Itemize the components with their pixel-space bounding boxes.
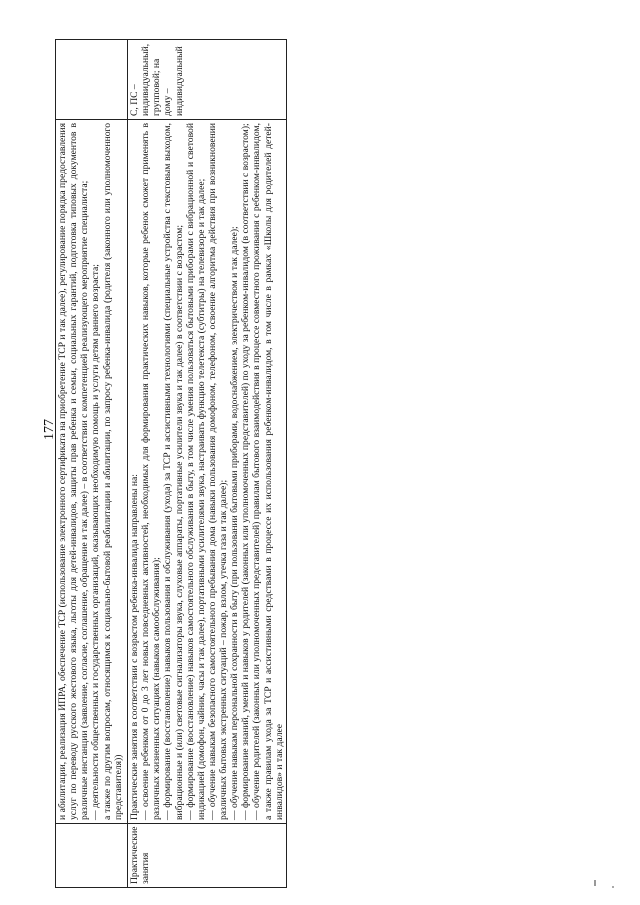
description-line: — освоение ребенком от 0 до 3 лет новых повседневных активностей, необходимых для формирования практических навыков, которые ребенок сможет применять в различных жизненных ситуациях (навыков самообслуживания); xyxy=(140,123,163,820)
description-line: — формирование знаний, умений и навыков у родителей (законных или уполномоченных представителей) по уходу за ребенком-инвалидом (в соответствии с возрастом); xyxy=(240,123,252,820)
description-line: — формирование (восстановление) навыков пользования и обслуживания (ухода) за ТСР и ассистивными технологиями (специальные устройства с текстовым выходом, вибрационные и (или) световые сигнализаторы звука, слуховые аппараты, портативные усилители звука и так далее) в соответствии с возрастом; xyxy=(162,123,185,820)
document-table xyxy=(55,39,287,888)
row-label-cell: Практические занятия xyxy=(128,824,287,888)
scan-artifact xyxy=(612,886,614,888)
description-line: и абилитации, реализация ИПРА, обеспечение ТСР (использование электронного сертификата на приобретение ТСР и так далее), регулирование порядка предоставления услуг по переводу русского жестового языка, льготы для детей-инвалидов, защиты прав ребенка и семьи, социальных гарантий, подготовка типовых документов в различные инстанции (заявление, согласие, соглашение, обращение и так далее) – в соответствии с компетенцией реализующего мероприятие специалиста; xyxy=(57,123,91,820)
page-number: 177 xyxy=(42,419,57,440)
description-line: — обучение навыкам безопасного самостоятельного пребывания дома (навыки пользования домофоном, телефоном, освоение алгоритма действия при возникновении различных бытовых экстренных ситуаций – пожар, взлом, утечка газа и так далее); xyxy=(206,123,229,820)
form-cell: С, ПС – индивидуальный, групповой; на дому – индивидуальный xyxy=(128,40,287,120)
table-row xyxy=(128,40,287,888)
description-line: — формирование (восстановление) навыков самостоятельного обслуживания в быту, в том числе умения пользоваться бытовыми приборами с вибрационной и световой индикацией (домофон, чайник, часы и так далее), портативными усилителями звука, настраивать функцию телетекста (субтитры) на телевизоре и так далее; xyxy=(184,123,207,820)
table-row xyxy=(56,40,128,888)
description-line: — деятельности общественных и государственных организаций, оказывающих необходимую помощь и услуги детям раннего возраста; xyxy=(90,264,102,820)
description-cell xyxy=(56,120,128,824)
rotated-table-wrapper xyxy=(55,40,287,888)
description-line: Практические занятия в соответствии с возрастом ребенка-инвалида направлены на: xyxy=(129,474,140,820)
description-line: а также по другим вопросам, относящимся к социально-бытовой реабилитации и абилитации, по запросу ребенка-инвалида (родителя (законного или уполномоченного представителя)) xyxy=(101,123,124,820)
description-line: — обучение навыкам персональной сохранности в быту (при пользовании бытовыми приборами, водоснабжением, электричеством и так далее); xyxy=(229,226,241,820)
description-line: — обучение родителей (законных или уполномоченных представителей) правилам бытового взаимодействия в процессе совместного проживания с ребенком-инвалидом, а также правилам ухода за ТСР и ассистивными средствами в процессе их использования ребенком-инвалидом, в том числе в рамках «Школы для родителей детей-инвалидов» и так далее xyxy=(251,123,285,820)
form-cell xyxy=(56,40,128,120)
row-label-cell xyxy=(56,824,128,888)
description-cell xyxy=(128,120,287,824)
scan-artifact xyxy=(594,880,596,886)
